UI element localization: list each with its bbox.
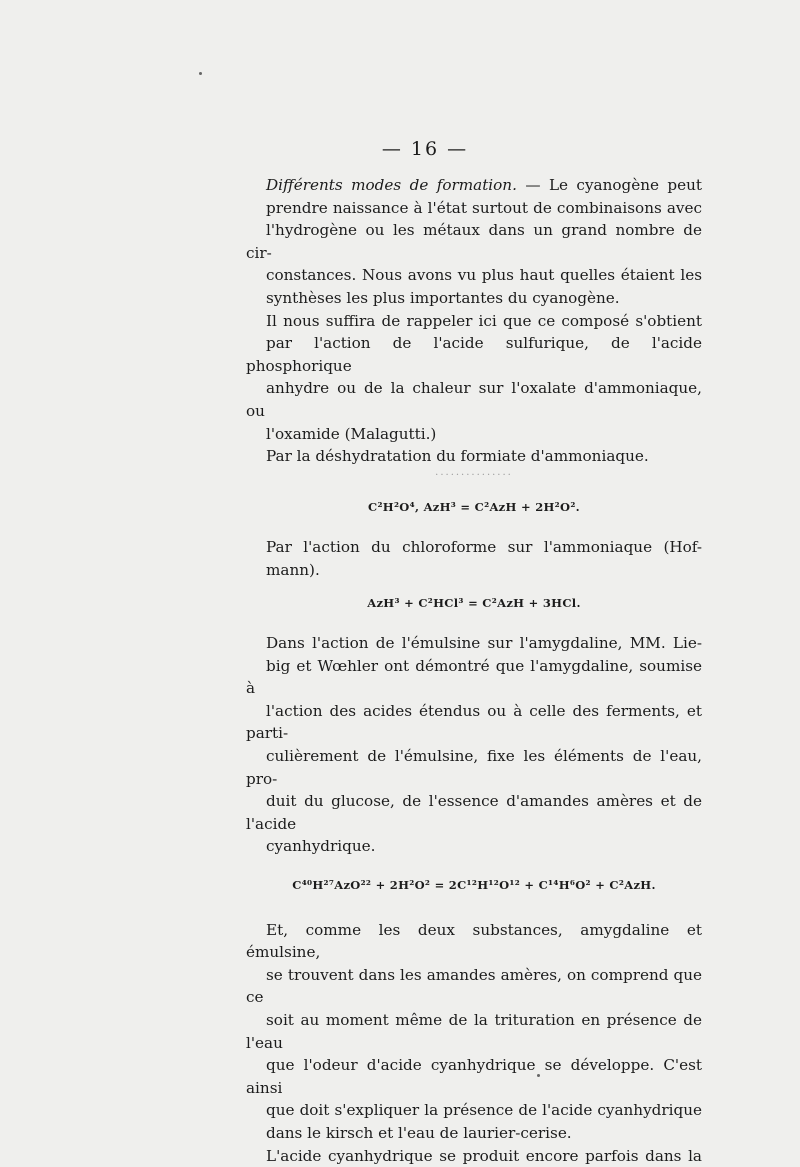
paragraph-emulsine [246,632,702,858]
text-line: prendre naissance à l'état surtout de combinaisons avec [266,198,702,217]
text-line: culièrement de l'émulsine, fixe les éléments de l'eau, pro- [246,747,702,788]
text-line: constances. Nous avons vu plus haut quelles étaient les [266,266,702,285]
formula-formiate: C²H²O⁴, AzH³ = C²AzH + 2H²O². [368,499,580,514]
paragraph-acide-cyanhydrique [246,1145,702,1167]
text-line: Par la déshydratation du formiate d'ammoniaque. [266,447,649,466]
text-line: que doit s'expliquer la présence de l'acide cyanhydrique [266,1101,702,1120]
text-line: que l'odeur d'acide cyanhydrique se développe. C'est ainsi [246,1056,702,1097]
text-line: l'action des acides étendus ou à celle des ferments, et parti- [246,701,702,743]
text-span: — Le cyanogène peut [516,176,702,194]
text-line: synthèses les plus importantes du cyanogène. [266,288,620,307]
text-line: se trouvent dans les amandes amères, on comprend que ce [246,965,702,1007]
text-line: l'oxamide (Malagutti.) [266,424,437,443]
section-heading: Différents modes de formation. [266,176,517,194]
text-line: l'hydrogène ou les métaux dans un grand nombre de cir- [246,221,702,262]
text-line: Dans l'action de l'émulsine sur l'amygdaline, MM. Lie- [266,634,702,653]
text-line: big et Wœhler ont démontré que l'amygdaline, soumise à [246,656,702,698]
text-line: cyanhydrique. [266,837,376,856]
paragraph-chloroforme [246,536,702,581]
body-text [246,174,702,1167]
dotted-rule: ............... [435,466,513,478]
text-line: duit du glucose, de l'essence d'amandes amères et de l'acide [246,792,702,833]
text-line: Et, comme les deux substances, amygdaline et émulsine, [246,920,702,962]
paper-speck [199,72,202,75]
text-line: anhydre ou de la chaleur sur l'oxalate d'ammoniaque, ou [246,379,702,420]
text-line: Par l'action du chloroforme sur l'ammoniaque (Hof- [266,538,702,557]
text-line: mann). [266,560,320,579]
paragraph-modes-de-formation [246,174,702,310]
paragraph-deshydratation [246,445,702,468]
paper-speck [537,1074,540,1077]
text-line [246,174,702,197]
text-line: soit au moment même de la trituration en présence de l'eau [246,1011,702,1052]
paragraph-amandes-ameres [246,919,702,1145]
formula-amygdaline: C⁴⁰H²⁷AzO²² + 2H²O² = 2C¹²H¹²O¹² + C¹⁴H⁶O² + C²AzH. [292,878,656,893]
text-line: Il nous suffira de rappeler ici que ce composé s'obtient [266,311,702,330]
formula-chloroforme: AzH³ + C²HCl³ = C²AzH + 3HCl. [367,595,581,610]
text-line: par l'action de l'acide sulfurique, de l'acide phosphorique [246,334,702,375]
paragraph-rappel [246,310,702,446]
text-line: dans le kirsch et l'eau de laurier-cerise. [266,1123,572,1142]
page-number: — 16 — [381,138,469,160]
text-line: L'acide cyanhydrique se produit encore parfois dans la [266,1146,702,1165]
